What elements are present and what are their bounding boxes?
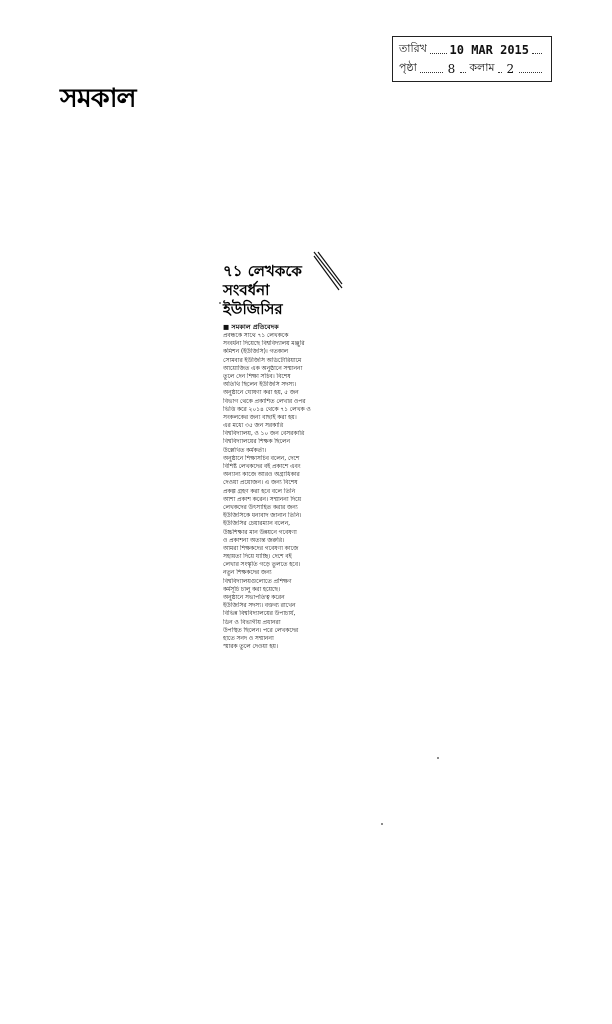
article-body-line: ইউজিসির সদস্য। বক্তব্য রাখেন [223, 602, 296, 610]
stamp-dotted-line [460, 64, 466, 73]
stamp-dotted-line [532, 45, 542, 54]
article-body-line: বিভাগ থেকে প্রকাশিত লেখার ওপর [223, 397, 306, 405]
pen-mark-decoration [312, 250, 344, 292]
article-body-line: উচ্চশিক্ষার মান উন্নয়নে গবেষণা [223, 528, 297, 536]
clipping-stamp [392, 36, 552, 82]
article-body-line: ইউজিসিকে ধন্যবাদ জানান তিনি। [223, 512, 302, 520]
article-body-line: লেখকদের উৎসাহিত করার জন্য [223, 503, 298, 511]
article-body-line: সংবর্ধনা দিয়েছে বিশ্ববিদ্যালয় মঞ্জুরি [223, 340, 305, 348]
stamp-dotted-line [519, 64, 542, 73]
stamp-dotted-line [430, 45, 447, 54]
article-body-line: নতুন শিক্ষকদের জন্য [223, 569, 272, 577]
article-body-line: ভিত্তি করে ২০১৪ থেকে ৭১ লেখক ও [223, 405, 311, 413]
headline-line: সংবর্ধনা [223, 281, 270, 299]
stamp-date-label: তারিখ [399, 42, 427, 55]
article-body-line: হাতে সনদ ও সম্মাননা [223, 634, 274, 642]
article-body-line: কর্মসূচি চালু করা হয়েছে। [223, 585, 280, 593]
article-body-line: অনুষ্ঠানে সভাপতিত্ব করেন [223, 594, 285, 601]
article-body-line: তুলে দেন শিক্ষা সচিব। বিশেষ [223, 372, 291, 380]
article-body-line: কমিশন (ইউজিসি)। গতকাল [223, 348, 289, 356]
article-body-line: সোমবার ইউজিসি অডিটোরিয়ামে [223, 356, 302, 364]
article-body-line: বিভিন্ন বিশ্ববিদ্যালয়ের উপাচার্য, [223, 610, 296, 618]
headline-line: ইউজিসির [223, 300, 283, 318]
article-body-line: আমরা শিক্ষকদের গবেষণা কাজে [223, 544, 299, 552]
article-body-line: ডিন ও বিভাগীয় প্রধানরা [223, 618, 281, 626]
article-body-line: অন্যান্য কাজে আরও অগ্রাধিকার [223, 471, 300, 479]
article-body-line: এর মধ্যে ৩৫ জন সরকারি [223, 422, 284, 430]
stamp-column-value: 2 [506, 61, 515, 76]
article-body-line: ও প্রকাশনা অত্যন্ত জরুরি। [223, 536, 285, 544]
article-body-line: আশা প্রকাশ করেন। সম্মাননা দিয়ে [223, 495, 302, 503]
article-body-line: বিশ্ববিদ্যালয়গুলোতে প্রশিক্ষণ [223, 577, 292, 585]
article-body-line: স্মারক তুলে দেওয়া হয়। [223, 643, 278, 651]
article-body-line: প্রবন্ধকে সাথে ৭১ লেখককে [223, 332, 289, 339]
stamp-page-label: পৃষ্ঠা [399, 61, 417, 74]
scan-speck [219, 302, 221, 304]
stamp-column-label: কলাম [469, 61, 495, 74]
article-body-line: অতিথি ছিলেন ইউজিসি সদস্য। [223, 381, 296, 389]
stamp-date-row [399, 40, 545, 59]
article-body-line: বিশিষ্ট লেখকদের বই প্রকাশে এবং [223, 463, 301, 470]
article-body-line: ইউজিসির চেয়ারম্যান বলেন, [223, 520, 290, 528]
stamp-page-value: 8 [447, 61, 456, 76]
headline-line: ৭১ লেখককে [223, 262, 302, 280]
stamp-dotted-line [498, 64, 502, 73]
article-body-line: বিশ্ববিদ্যালয়ের শিক্ষক ছিলেন [223, 438, 290, 446]
newspaper-masthead: সমকাল [60, 83, 136, 114]
article-body-line: লেখার সংস্কৃতি গড়ে তুলতে হবে। [223, 561, 301, 569]
article-body-line: উল্লেখিত কর্মকর্তা। [223, 446, 266, 454]
article-body-line: প্রকল্প গ্রহণ করা হবে বলে তিনি [223, 487, 296, 495]
article-body-line: আয়োজিত এক অনুষ্ঠানে সম্মাননা [223, 364, 303, 372]
scan-speck [437, 757, 439, 759]
article-body-line: উপস্থিত ছিলেন। পরে লেখকদের [223, 626, 299, 634]
stamp-dotted-line [420, 64, 443, 73]
stamp-page-row [399, 59, 545, 78]
article-byline: ■ সমকাল প্রতিবেদক [223, 323, 279, 331]
article-body [223, 332, 338, 651]
article-body-line: অনুষ্ঠানে ঘোষণা করা হয়, ৫ জন [223, 389, 299, 397]
scan-speck [381, 823, 383, 825]
article-body-line: বিশ্ববিদ্যালয়, ও ১০ জন বেসরকারি [223, 430, 305, 438]
article-body-line: সহায়তা দিয়ে যাচ্ছি। দেশে বই [223, 553, 292, 561]
article-body-line: সংকলকের জন্য বাছাই করা হয়। [223, 413, 297, 421]
article-body-line: দেওয়া প্রয়োজন। এ জন্য বিশেষ [223, 479, 298, 487]
article-body-line: অনুষ্ঠানে শিক্ষাসচিব বলেন, দেশে [223, 454, 300, 462]
stamp-date-value: 10 MAR 2015 [449, 42, 529, 57]
